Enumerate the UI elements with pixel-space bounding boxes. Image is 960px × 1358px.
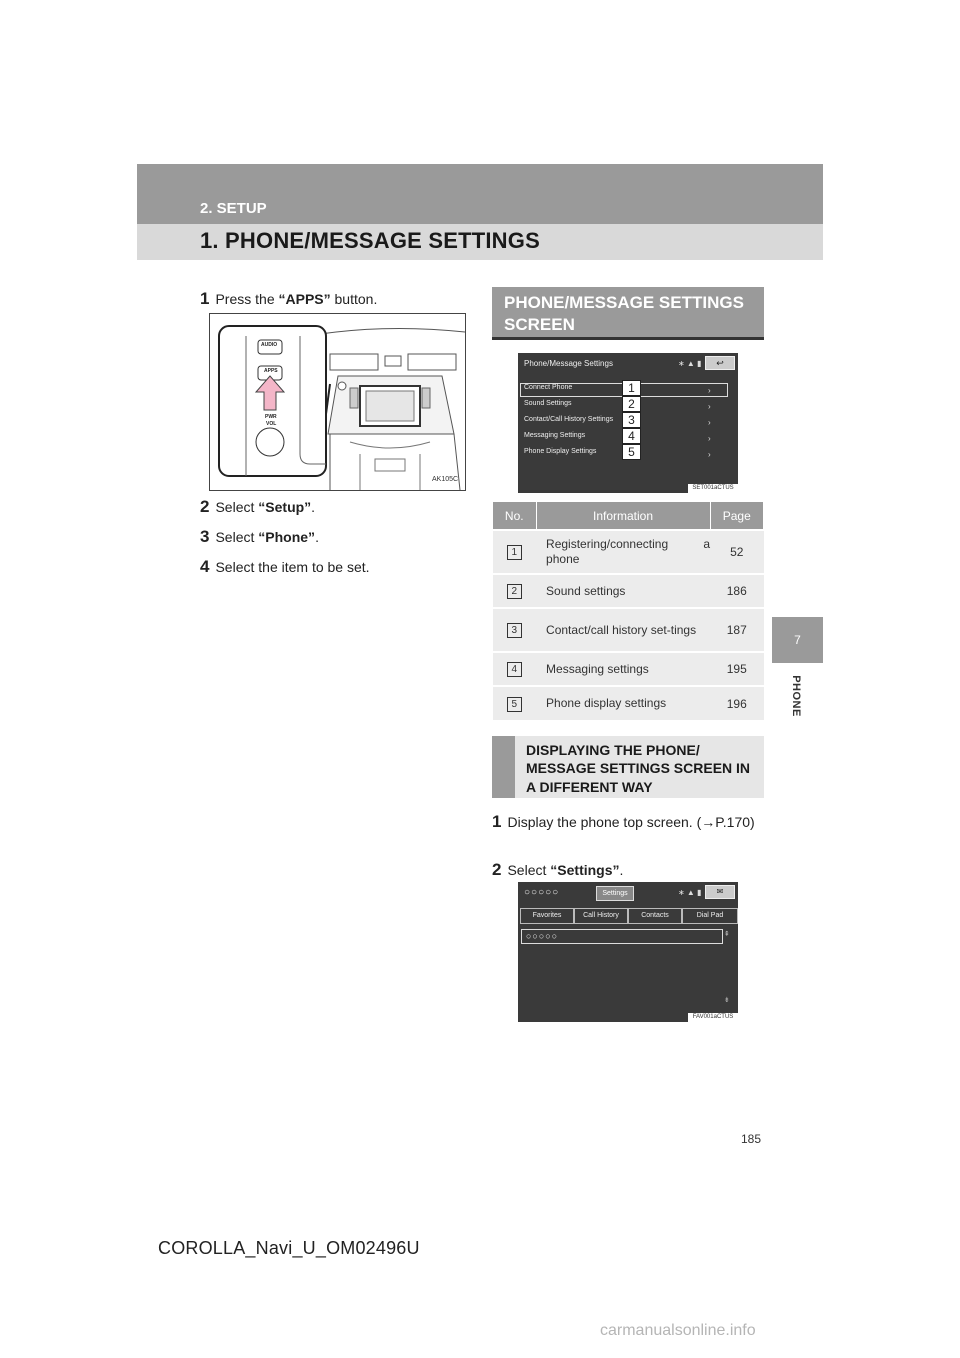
info-table (492, 501, 764, 720)
step-keyword: “Settings” (550, 862, 620, 878)
tab-dial-pad: Dial Pad (682, 908, 738, 924)
row-page: 187 (710, 608, 764, 652)
step-keyword: “Setup” (258, 499, 312, 515)
step-text: Select (507, 862, 551, 878)
step-text: . (619, 862, 624, 878)
step-number: 3 (200, 527, 210, 546)
step-keyword: “APPS” (278, 291, 331, 307)
section-heading-bar (492, 736, 515, 798)
step-number: 4 (200, 557, 210, 576)
callout-1: 1 (622, 380, 641, 396)
tab-call-history: Call History (574, 908, 628, 924)
screen-title: Phone/Message Settings (524, 359, 613, 368)
step-1 (200, 286, 377, 312)
scroll-up-icon: ⇞ (724, 931, 730, 938)
step-right-2 (492, 857, 623, 883)
step-3 (200, 524, 319, 550)
device-name-placeholder: ○○○○○ (524, 887, 560, 898)
row-number-box: 2 (507, 584, 522, 599)
step-number: 2 (492, 860, 502, 879)
step-number: 2 (200, 497, 210, 516)
tab-favorites: Favorites (520, 908, 574, 924)
table-header-row (493, 502, 764, 531)
table-row (493, 686, 764, 720)
step-2 (200, 494, 315, 520)
tab-contacts: Contacts (628, 908, 682, 924)
page-title: 1. PHONE/MESSAGE SETTINGS (200, 228, 540, 253)
column-header: Information (536, 502, 710, 531)
row-info: Messaging settings (536, 652, 710, 686)
menu-item: Connect Phone (524, 384, 573, 391)
step-text: . (315, 529, 319, 545)
scroll-down-icon: ⇟ (724, 997, 730, 1004)
row-page: 186 (710, 574, 764, 608)
column-header: Page (710, 502, 764, 531)
button-label-pwr: PWR (265, 414, 277, 420)
row-number-box: 4 (507, 662, 522, 677)
menu-item: Contact/Call History Settings (524, 416, 614, 423)
table-row (493, 530, 764, 574)
button-label-audio: AUDIO (261, 342, 278, 348)
row-info: Sound settings (536, 574, 710, 608)
table-row (493, 574, 764, 608)
step-keyword: “Phone” (258, 529, 316, 545)
menu-item: Sound Settings (524, 400, 572, 407)
callout-3: 3 (622, 412, 641, 428)
row-info: Contact/call history set-tings (536, 608, 710, 652)
menu-item: Phone Display Settings (524, 448, 597, 455)
row-info: Registering/connecting a phone (536, 530, 710, 574)
section-heading: PHONE/MESSAGE SETTINGS SCREEN (504, 293, 744, 335)
dashboard-illustration (209, 313, 466, 491)
row-page: 52 (710, 530, 764, 574)
chapter-tab-number: 7 (772, 617, 823, 663)
settings-screen-illustration (518, 353, 738, 493)
section-heading: DISPLAYING THE PHONE/ MESSAGE SETTINGS SCREEN IN A DIFFERENT WAY (526, 742, 751, 795)
row-number-box: 1 (507, 545, 522, 560)
step-text: Display the phone top screen. (→P.170) (507, 814, 755, 830)
step-right-1 (492, 809, 764, 835)
step-number: 1 (200, 289, 210, 308)
button-label-apps: APPS (264, 368, 278, 374)
favorite-entry: ○○○○○ (521, 929, 723, 944)
step-text: Press the (215, 291, 279, 307)
status-icons: ∗ ▲ ▮ (678, 359, 702, 368)
chevron-right-icons: › › › › › (708, 386, 711, 459)
table-row (493, 652, 764, 686)
page-number: 185 (741, 1132, 762, 1146)
callout-2: 2 (622, 396, 641, 412)
status-icons: ∗ ▲ ▮ (678, 888, 702, 897)
step-number: 1 (492, 812, 502, 831)
dashboard-drawing (210, 314, 465, 490)
phone-top-screen-illustration (518, 882, 738, 1022)
step-text: button. (330, 291, 378, 307)
figure-code: AK105C (432, 476, 459, 483)
column-header: No. (493, 502, 537, 531)
row-page: 195 (710, 652, 764, 686)
step-text: . (311, 499, 316, 515)
step-text: Select (215, 499, 259, 515)
watermark: carmanualsonline.info (600, 1322, 756, 1339)
step-text: Select (215, 529, 259, 545)
screen-code: SET001aCTUS (688, 484, 738, 493)
message-icon: ✉ (705, 885, 735, 899)
manual-code: COROLLA_Navi_U_OM02496U (158, 1238, 420, 1258)
row-number-box: 3 (507, 623, 522, 638)
settings-button: Settings (596, 886, 634, 901)
step-text: Select the item to be set. (215, 559, 370, 575)
screen-code: FAV001aCTUS (688, 1013, 738, 1022)
section-label: 2. SETUP (200, 200, 267, 217)
back-icon: ↩ (705, 356, 735, 370)
menu-item: Messaging Settings (524, 432, 586, 439)
chapter-tab-label: PHONE (790, 675, 802, 717)
row-number-box: 5 (507, 697, 522, 712)
step-4 (200, 554, 370, 580)
row-info: Phone display settings (536, 686, 710, 720)
callout-5: 5 (622, 444, 641, 460)
callout-4: 4 (622, 428, 641, 444)
row-page: 196 (710, 686, 764, 720)
table-row (493, 608, 764, 652)
button-label-vol: VOL (266, 421, 277, 427)
